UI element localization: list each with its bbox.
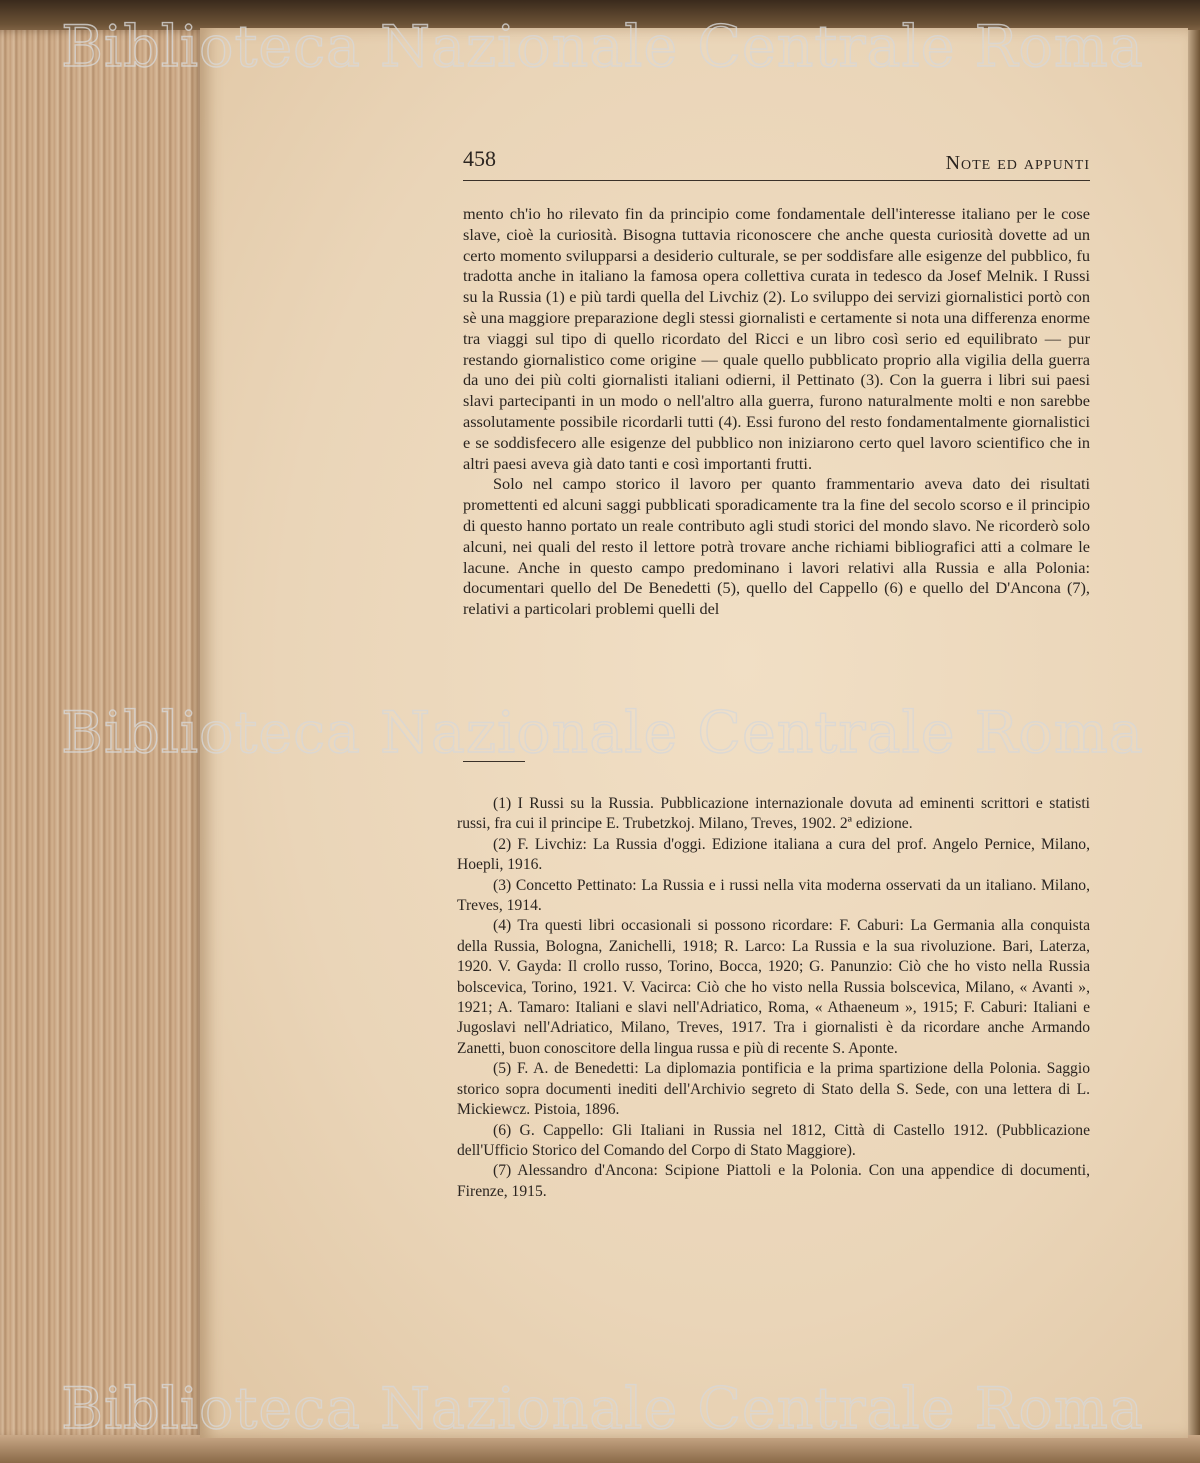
body-paragraph: mento ch'io ho rilevato fin da principio come fondamentale dell'interesse italiano per le cose slave, cioè la curiosità. Bisogna tuttavia riconoscere che anche questa curiosità dovette ad un certo momento svilupparsi a desiderio culturale, se per soddisfare alle esigenze del pubblico, fu tradotta anche in italiano la famosa opera collettiva curata in tedesco da Josef Melnik. I Russi su la Russia (1) e più tardi quella del Livchiz (2). Lo sviluppo dei servizi giornalistici portò con sè una maggiore preparazione degli stessi giornalisti e certamente si nota una differenza enorme tra viaggi sul tipo di quello ricordato del Ricci e un libro così serio ed equilibrato — pur restando giornalistico come origine — quale quello pubblicato proprio alla vigilia della guerra da uno dei più colti giornalisti italiani odierni, il Pettinato (3). Con la guerra i libri sui paesi slavi partecipanti in un modo o nell'altro alla guerra, furono naturalmente molti e non sarebbe assolutamente possibile ricordarli tutti (4). Essi furono del resto fondamentalmente giornalistici e se soddisfecero alle esigenze del pubblico non iniziarono certo quel lavoro scientifico che in altri paesi aveva già dato tanti e così importanti frutti.: [463, 204, 1090, 473]
page-number: 458: [463, 146, 496, 171]
header-rule: [463, 180, 1090, 181]
footnote-1: (1) I Russi su la Russia. Pubblicazione internazionale dovuta ad eminenti scrittori e statisti russi, fra cui il principe E. Trubetzkoj. Milano, Treves, 1902. 2ª edizione.: [457, 795, 1090, 833]
page-header: [463, 142, 1090, 188]
footnote-separator: [463, 761, 525, 762]
body-text: [463, 204, 1090, 620]
footnote-5: (5) F. A. de Benedetti: La diplomazia pontificia e la prima spartizione della Polonia. Saggio storico sopra documenti inediti dell'Archivio segreto di Stato della S. Sede, con una lettera di L. Mickiewcz. Pistoia, 1896.: [457, 1060, 1090, 1119]
book-page-edges: [0, 30, 205, 1440]
book-bottom-band: [0, 1435, 1200, 1463]
footnote-6: (6) G. Cappello: Gli Italiani in Russia nel 1812, Città di Castello 1912. (Pubblicazione dell'Ufficio Storico del Comando del Corpo di Stato Maggiore).: [457, 1121, 1090, 1159]
footnote-4: (4) Tra questi libri occasionali si possono ricordare: F. Caburi: La Germania alla conquista della Russia, Bologna, Zanichelli, 1918; R. Larco: La Russia e la sua rivoluzione. Bari, Laterza, 1920. V. Gayda: Il crollo russo, Torino, Bocca, 1920; G. Panunzio: Ciò che ho visto nella Russia bolscevica, Torino, 1921. V. Vacirca: Ciò che ho visto nella Russia bolscevica, Milano, « Avanti », 1921; A. Tamaro: Italiani e slavi nell'Adriatico, Roma, « Athaeneum », 1915; F. Caburi: Italiani e Jugoslavi nell'Adriatico, Milano, Treves, 1917. Tra i giornalisti è da ricordare anche Armando Zanetti, buon conoscitore della lingua russa e più di recente S. Aponte.: [457, 917, 1090, 1057]
footnote-3: (3) Concetto Pettinato: La Russia e i russi nella vita moderna osservati da un italiano. Milano, Treves, 1914.: [457, 876, 1090, 915]
body-paragraph: Solo nel campo storico il lavoro per quanto frammentario aveva dato dei risultati promettenti ed alcuni saggi pubblicati sporadicamente tra la fine del secolo scorso e il principio di questo hanno portato un reale contributo agli studi storici del mondo slavo. Ne ricorderò solo alcuni, nei quali del resto il lettore potrà trovare anche richiami bibliografici atti a colmare le lacune. Anche in questo campo predominano i lavori relativi alla Russia e alla Polonia: documentari quello del De Benedetti (5), quello del Cappello (6) e quello del D'Ancona (7), relativi a particolari problemi quelli del: [463, 474, 1090, 619]
footnotes: [457, 794, 1090, 1202]
footnote-2: (2) F. Livchiz: La Russia d'oggi. Edizione italiana a cura del prof. Angelo Pernice, Milano, Hoepli, 1916.: [457, 835, 1090, 874]
running-head: Note ed appunti: [945, 152, 1090, 174]
footnote-7: (7) Alessandro d'Ancona: Scipione Piattoli e la Polonia. Con una appendice di documenti, Firenze, 1915.: [457, 1162, 1090, 1200]
